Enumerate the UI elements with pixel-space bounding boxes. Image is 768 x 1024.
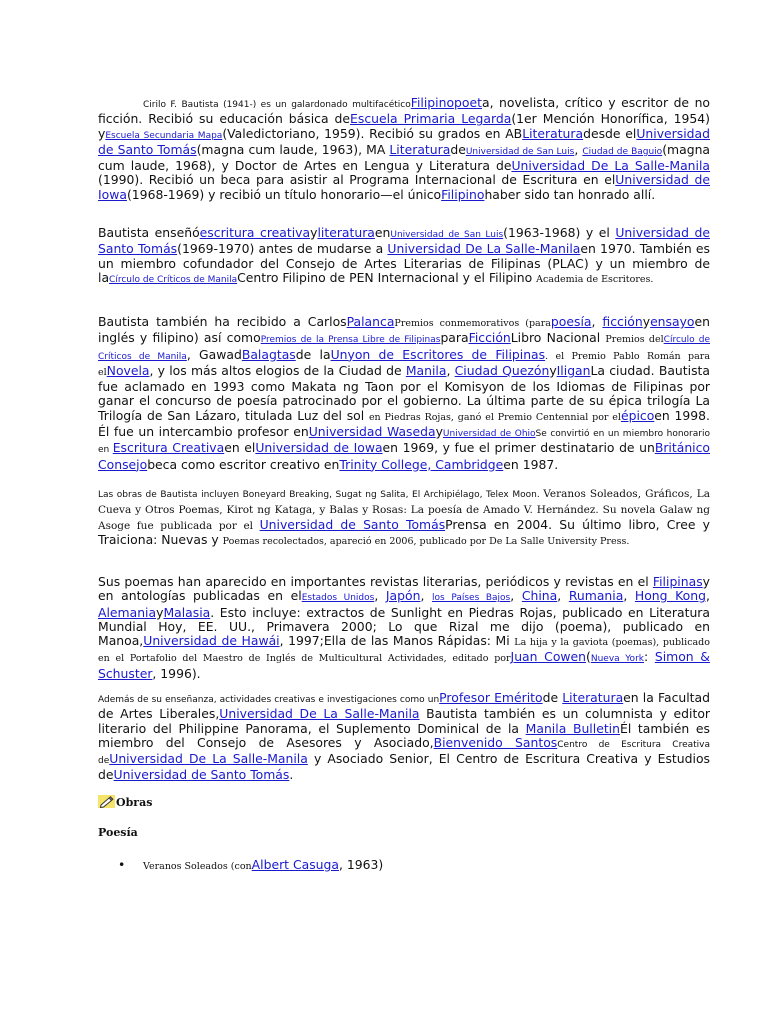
text: Bautista enseñó xyxy=(98,225,200,240)
text: Se convirtió en un miembro honorario en xyxy=(98,429,710,456)
text: Centro Filipino de PEN Internacional y el Filipino xyxy=(237,269,537,285)
text: en 1969, y fue el primer destinatario de un xyxy=(382,440,655,456)
link-manila-bulletin[interactable]: Manila Bulletin xyxy=(525,720,620,736)
text: en el xyxy=(224,440,256,456)
link-universidad-santo-tomas[interactable]: Universidad de Santo Tomás xyxy=(259,516,446,532)
bullet-marker: • xyxy=(118,857,126,872)
text: Poemas recolectados, apareció en 2006, publicado por De La Salle University Press. xyxy=(222,535,630,547)
link-universidad-de-ohio[interactable]: Universidad de Ohio xyxy=(442,429,536,440)
link-malasia[interactable]: Malasia xyxy=(163,604,211,620)
link-literatura[interactable]: Literatura xyxy=(389,141,451,157)
text: de xyxy=(450,141,466,157)
text: Además de su enseñanza, actividades creativas e investigaciones como un xyxy=(98,695,440,705)
link-trinity-college-cambridge[interactable]: Trinity College, Cambridge xyxy=(339,456,504,472)
text: , xyxy=(446,362,455,378)
text: beca como escritor creativo en xyxy=(147,456,340,472)
link-universidad-santo-tomas[interactable]: Universidad de Santo Tomás xyxy=(113,767,290,783)
paragraph-works xyxy=(98,486,710,549)
text: en inglés y filipino) así como xyxy=(98,314,710,346)
link-filipino[interactable]: Filipino xyxy=(410,95,455,110)
text: , xyxy=(374,588,386,604)
link-juan-cowen[interactable]: Juan Cowen xyxy=(510,649,587,665)
link-epico[interactable]: épico xyxy=(620,407,655,423)
link-literatura[interactable]: Literatura xyxy=(562,690,624,705)
link-rumania[interactable]: Rumania xyxy=(568,588,624,604)
text: en 1970. También es un miembro cofundador del Consejo de Artes Literarias de Filipinas (PLAC) y un miembro de la xyxy=(98,241,710,285)
link-escuela-primaria-legarda[interactable]: Escuela Primaria Legarda xyxy=(350,111,512,127)
text: Centro de Escritura Creativa de xyxy=(98,739,711,767)
text: Mención Honorífica, 1954) y xyxy=(98,111,710,141)
link-escuela-secundaria-mapa[interactable]: Escuela Secundaria Mapa xyxy=(105,130,223,141)
text: (1963-1968) y el xyxy=(503,225,616,240)
link-universidad-de-hawai[interactable]: Universidad de Hawái xyxy=(143,633,280,649)
paragraph-biography xyxy=(98,96,710,202)
text: Premios conmemorativos (para xyxy=(394,318,551,329)
link-novela[interactable]: Novela xyxy=(106,362,150,378)
link-manila[interactable]: Manila xyxy=(405,362,447,378)
text: en xyxy=(374,225,391,240)
link-ficcion[interactable]: Ficción xyxy=(468,330,511,346)
text: , y los más altos elogios de la Ciudad de xyxy=(149,362,406,378)
text: en 1998. Él fue un intercambio profesor en xyxy=(98,407,710,440)
link-alemania[interactable]: Alemania xyxy=(98,604,157,620)
text: , Gawad xyxy=(186,346,242,362)
text: (1990). Recibió un beca para asistir al Programa Internacional de Escritura en el xyxy=(98,172,616,188)
text: La hija y la gaviota (poemas), publicado en el Portafolio del Maestro de Inglés de Multicultural xyxy=(98,637,710,665)
link-consejo-britanico[interactable]: Británico Consejo xyxy=(98,440,711,472)
link-albert-casuga[interactable]: Albert Casuga xyxy=(251,857,339,872)
text: Bautista también es un columnista y editor literario del Philippine Panorama, el Suplemento Dominical de la xyxy=(98,706,710,736)
link-filipinas[interactable]: Filipinas xyxy=(652,574,703,589)
text: , xyxy=(623,588,635,604)
text: . xyxy=(289,767,294,783)
text: (1969-1970) antes de mudarse a xyxy=(177,241,388,257)
text: en Piedras Rojas, ganó el Premio Centennial por el xyxy=(368,411,621,423)
link-premios-prensa-libre[interactable]: Premios de la Prensa Libre de Filipinas xyxy=(260,335,441,346)
link-paises-bajos[interactable]: los Países Bajos xyxy=(432,593,511,604)
link-iligan[interactable]: Iligan xyxy=(556,362,591,378)
text: Las obras de Bautista incluyen Boneyard Breaking, Sugat ng Salita, El Archipiélago, Telex Moon. xyxy=(98,490,544,500)
link-ficcion[interactable]: ficción xyxy=(602,314,643,329)
paragraph-teaching xyxy=(98,226,710,287)
link-universidad-de-la-salle-manila[interactable]: Universidad De La Salle-Manila xyxy=(219,706,420,722)
poesia-heading: Poesía xyxy=(98,826,138,839)
link-literatura[interactable]: Literatura xyxy=(522,125,584,141)
text: , 1996). xyxy=(152,665,201,681)
link-ensayo[interactable]: ensayo xyxy=(650,314,695,329)
text: , xyxy=(574,141,583,157)
link-poesia[interactable]: poesía xyxy=(550,314,592,329)
text: ( xyxy=(586,649,591,665)
link-universidad-de-la-salle-manila[interactable]: Universidad De La Salle-Manila xyxy=(387,241,581,257)
link-universidad-de-la-salle-manila[interactable]: Universidad De La Salle-Manila xyxy=(109,751,308,767)
text: Bautista también ha recibido a Carlos xyxy=(98,314,347,329)
text: , xyxy=(510,588,522,604)
link-universidad-san-luis[interactable]: Universidad de San Luis xyxy=(390,230,504,240)
text: Actividades, editado por xyxy=(387,653,511,665)
link-universidad-de-iowa[interactable]: Universidad de Iowa xyxy=(98,172,710,202)
obras-heading xyxy=(98,795,152,809)
link-universidad-de-la-salle-manila[interactable]: Universidad De La Salle-Manila xyxy=(511,158,710,174)
link-universidad-santo-tomas[interactable]: Universidad de Santo Tomás xyxy=(98,125,710,157)
text: en 1987. xyxy=(503,456,559,472)
paragraph-publications xyxy=(98,575,710,681)
text: y xyxy=(549,362,557,378)
text: Él también es miembro del Consejo de Asesores y Asociado, xyxy=(98,720,710,750)
paragraph-awards xyxy=(98,315,710,472)
text: Prensa en 2004. Su último libro, Cree y Traiciona: Nuevas y xyxy=(98,516,710,547)
text: La ciudad. Bautista fue aclamado en 1993 como Makata ng Taon por el Komisyon de los Idiomas de Filipinas por ganar el concurso de poesía patrocinado por el gobierno. La última parte de su épica trilogía La Trilogía de San Lázaro, titulada Luz del sol xyxy=(98,362,710,423)
text: . Esto incluye: extractos de Sunlight en Piedras Rojas, publicado en Literatura Mundial Hoy, EE. UU., Primavera 2000; Lo que Rizal me dijo (poema), publicado en Manoa, xyxy=(98,604,710,649)
link-japon[interactable]: Japón xyxy=(385,588,421,604)
text: y en antologías publicadas en el xyxy=(98,574,710,604)
text: (1er xyxy=(511,111,543,127)
text: y xyxy=(310,225,318,240)
text: Cirilo F. Bautista (1941-) es un galardonado multifacético xyxy=(143,100,411,110)
link-universidad-waseda[interactable]: Universidad Waseda xyxy=(308,424,436,440)
text: , 1997;Ella de las Manos Rápidas: Mi xyxy=(279,633,515,649)
text: a, novelista, crítico y escritor de no ficción. Recibió su educación básica de xyxy=(98,95,711,127)
text: Veranos Soleados (con xyxy=(143,861,252,872)
text: y xyxy=(435,424,443,440)
link-universidad-de-iowa[interactable]: Universidad de Iowa xyxy=(255,440,383,456)
text: : xyxy=(643,649,655,665)
link-universidad-san-luis[interactable]: Universidad de San Luis xyxy=(465,146,575,157)
text: , xyxy=(420,588,433,604)
list-item xyxy=(118,857,383,872)
link-filipino[interactable]: Filipino xyxy=(441,186,485,202)
link-escritura-creativa[interactable]: escritura creativa xyxy=(199,225,311,240)
link-nueva-york[interactable]: Nueva York xyxy=(590,654,644,665)
pencil-icon xyxy=(98,795,115,808)
text: . el Premio Pablo Román para el xyxy=(98,350,710,378)
text: La poesía de Amado V. Hernández. Su novela Galaw ng Asoge fue publicada por el xyxy=(98,504,711,532)
text: haber sido tan honrado allí. xyxy=(484,186,656,202)
text: para xyxy=(440,330,469,346)
link-unyon-escritores[interactable]: Unyon de Escritores de Filipinas xyxy=(330,346,546,362)
link-profesor-emerito[interactable]: Profesor Emérito xyxy=(439,690,543,705)
text: de xyxy=(542,690,563,705)
text: y xyxy=(156,604,164,620)
text: (Valedictoriano, 1959). Recibió su grados en AB xyxy=(222,125,523,141)
link-literatura[interactable]: literatura xyxy=(317,225,375,240)
link-bienvenido-santos[interactable]: Bienvenido Santos xyxy=(433,734,558,750)
text: , xyxy=(557,588,569,604)
text: Sus poemas han aparecido en importantes revistas literarias, periódicos y revistas en el xyxy=(98,574,653,589)
link-simon-schuster[interactable]: Simon & Schuster xyxy=(98,649,710,681)
link-estados-unidos[interactable]: Estados Unidos xyxy=(301,593,375,604)
text: Libro Nacional xyxy=(510,330,606,346)
paragraph-other-roles xyxy=(98,691,710,783)
link-escritura-creativa[interactable]: Escritura Creativa xyxy=(112,440,225,456)
text: Premios del xyxy=(605,334,664,346)
link-ciudad-quezon[interactable]: Ciudad Quezón xyxy=(454,362,550,378)
link-balagtas[interactable]: Balagtas xyxy=(241,346,296,362)
link-circulo-criticos-manila[interactable]: Círculo de Críticos de Manila xyxy=(98,335,710,362)
link-ciudad-de-baguio[interactable]: Ciudad de Baguio xyxy=(582,146,663,157)
text: y Asociado Senior, El Centro de Escritura Creativa y Estudios de xyxy=(98,751,710,783)
text: (magna cum laude, 1963), MA xyxy=(196,141,390,157)
text: y xyxy=(642,314,651,329)
text: Academia de Escritores. xyxy=(536,273,654,285)
link-circulo-criticos-manila[interactable]: Círculo de Críticos de Manila xyxy=(109,274,238,285)
text: de la xyxy=(295,346,331,362)
obras-title: Obras xyxy=(116,796,153,809)
link-palanca[interactable]: Palanca xyxy=(346,314,395,329)
link-universidad-santo-tomas[interactable]: Universidad de Santo Tomás xyxy=(98,225,710,257)
text: Veranos Soleados, Gráficos, La Cueva y Otros Poemas, Kirot ng Kataga, y Balas y Rosas: xyxy=(98,488,710,517)
text: , xyxy=(705,588,710,604)
text: , 1963) xyxy=(338,857,384,872)
link-hong-kong[interactable]: Hong Kong xyxy=(634,588,706,604)
text: , xyxy=(591,314,603,329)
text: (magna cum laude, 1968), y Doctor de Artes en Lengua y Literatura de xyxy=(98,141,711,174)
text: (1968-1969) y recibió un título honorario—el único xyxy=(126,186,442,202)
link-china[interactable]: China xyxy=(521,588,558,604)
link-poet[interactable]: poet xyxy=(454,95,482,110)
text: en la Facultad de Artes Liberales, xyxy=(98,690,710,722)
text: desde el xyxy=(583,125,637,141)
